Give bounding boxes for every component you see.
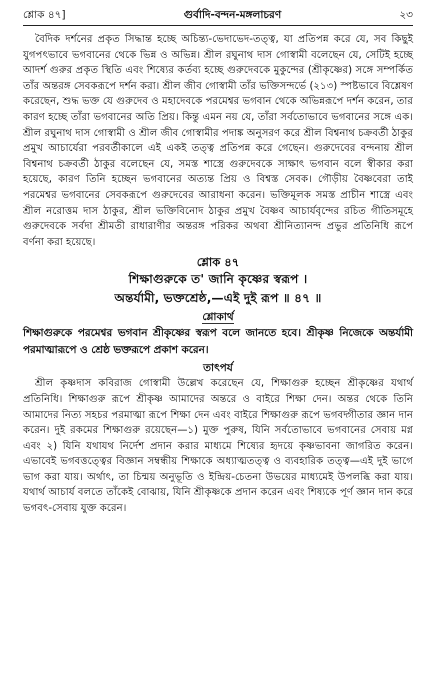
translation-heading [23, 310, 413, 325]
chapter-title: গুর্বাদি-বন্দন-মঙ্গলাচরণ [183, 9, 282, 21]
running-header [23, 8, 413, 26]
purport-text: শ্রীল কৃষ্ণদাস কবিরাজ গোস্বামী উল্লেখ করেছেন যে, শিক্ষাগুরু হচ্ছেন শ্রীকৃষ্ণের যথার্থ প্রতিনিধি। শিক্ষাগুরু রূপে শ্রীকৃষ্ণ আমাদের অন্তরে ও বাইরে শিক্ষা দেন। অন্তর থেকে তিনি আমাদের নিত্য সহচর পরমাত্মা রূপে শিক্ষা দেন এবং বাইরে শিক্ষাগুরু রূপে ভগবদ্গীতার জ্ঞান দান করেন। দুই রকমের শিক্ষাগুরু রয়েছেন—১) মুক্ত পুরুষ, যিনি সর্বতোভাবে ভগবানের সেবায় মগ্ন এবং ২) যিনি যথাযথ নির্দেশ প্রদান করার মাধ্যমে শিষ্যের হৃদয়ে কৃষ্ণভাবনা জাগরিত করেন। এভাবেই ভগবত্তত্ত্বের বিজ্ঞান সম্বন্ধীয় শিক্ষাকে অধ্যাত্মতত্ত্ব ও ব্যবহারিক তত্ত্ব—এই দুই ভাগে ভাগ করা যায়। অর্থাৎ, তা চিন্ময় অনুভূতি ও ইন্দ্রিয়-চেতনা উভয়ের মাধ্যমেই উপলব্ধি করা যায়। যথার্থ আচার্য বলতে তাঁকেই বোঝায়, যিনি শ্রীকৃষ্ণকে প্রদান করেন এবং শিষ্যকে পূর্ণ জ্ঞান দান করে ভগবৎ-সেবায় যুক্ত করেন। [23, 378, 413, 515]
page-number: ২৩ [399, 9, 413, 21]
intro-paragraph: বৈদিক দর্শনের প্রকৃত সিদ্ধান্ত হচ্ছে অচিন্ত্য-ভেদাভেদ-তত্ত্ব, যা প্রতিপন্ন করে যে, সব কিছুই যুগপৎভাবে ভগবানের থেকে ভিন্ন ও অভিন্ন। শ্রীল রঘুনাথ দাস গোস্বামী বলেছেন যে, সেটিই হচ্ছে আদর্শ গুরুর প্রকৃত স্থিতি এবং শিষ্যের কর্তব্য হচ্ছে গুরুদেবকে মুকুন্দের (শ্রীকৃষ্ণের) সঙ্গে সম্পর্কিত তাঁর অন্তরঙ্গ সেবকরূপে দর্শন করা। শ্রীল জীব গোস্বামী তাঁর ভক্তিসন্দর্ভে (২১৩) স্পষ্টভাবে বিশ্লেষণ করেছেন, শুদ্ধ ভক্ত যে গুরুদেব ও মহাদেবকে পরমেশ্বর ভগবান থেকে অভিন্নরূপে দর্শন করেন, তার কারণ হচ্ছে তাঁরা ভগবানের অতি প্রিয়। কিন্তু এমন নয় যে, তাঁরা সর্বতোভাবে ভগবানের সঙ্গে এক। শ্রীল রঘুনাথ দাস গোস্বামী ও শ্রীল জীব গোস্বামীর পদাঙ্ক অনুসরণ করে শ্রীল বিশ্বনাথ চক্রবর্তী ঠাকুর প্রমুখ আচার্যেরা পরবর্তীকালে এই একই তত্ত্ব প্রতিপন্ন করে গেছেন। গুরুদেবের বন্দনায় শ্রীল বিশ্বনাথ চক্রবর্তী ঠাকুর বলেছেন যে, সমস্ত শাস্ত্রে গুরুদেবকে সাক্ষাৎ ভগবান বলে স্বীকার করা হয়েছে, কারণ তিনি হচ্ছেন ভগবানের অত্যন্ত প্রিয় ও বিশ্বস্ত সেবক। গৌড়ীয় বৈষ্ণবেরা তাই পরমেশ্বর ভগবানের সেবকরূপে গুরুদেবের আরাধনা করেন। ভক্তিমূলক সমস্ত প্রাচীন শাস্ত্রে এবং শ্রীল নরোত্তম দাস ঠাকুর, শ্রীল ভক্তিবিনোদ ঠাকুর প্রমুখ বৈষ্ণব আচার্যবৃন্দের রচিত গীতিসমূহে গুরুদেবকে সর্বদা শ্রীমতী রাধারাণীর অন্তরঙ্গ পরিকর অথবা শ্রীনিত্যানন্দ প্রভুর প্রতিনিধি রূপে বর্ণনা করা হয়েছে। [23, 34, 413, 248]
verse-label: শ্লোক ৪৭ [196, 255, 240, 270]
translation-label: শ্লোকার্থ [202, 311, 234, 324]
verse-line-1: শিক্ষাগুরুকে ত' জানি কৃষ্ণের স্বরূপ । [128, 272, 308, 287]
verse-reference: শ্লোক ৪৭] [23, 9, 66, 21]
translation-text: শিক্ষাগুরুকে পরমেশ্বর ভগবান শ্রীকৃষ্ণের স্বরূপ বলে জানতে হবে। শ্রীকৃষ্ণ নিজেকে অন্তর্যামী পরমাত্মারূপে ও শ্রেষ্ঠ ভক্তরূপে প্রকাশ করেন। [23, 327, 413, 356]
purport-heading: তাৎপর্য [203, 362, 233, 375]
verse-line-2: অন্তর্যামী, ভক্তশ্রেষ্ঠ,—এই দুই রূপ ॥ ৪৭ ॥ [114, 291, 322, 306]
